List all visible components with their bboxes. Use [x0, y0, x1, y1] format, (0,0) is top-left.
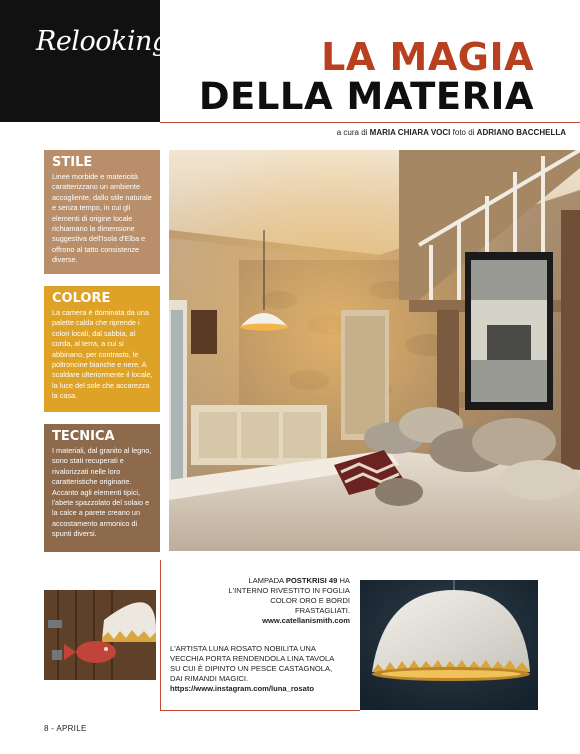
header-rule — [160, 122, 580, 123]
bedroom-photo — [169, 150, 580, 551]
stile-box-text: Linee morbide e matericità caratterizzano un ambiente accogliente, dallo stile naturale e senza tempo, in cui gli elementi di origine locale richiamano la dimensione suggestiva dell'Isola d'Elba e offrono al tatto consistenze diverse. — [52, 172, 152, 265]
lamp-product-name: POSTKRISI 49 — [285, 576, 338, 585]
lamp-caption-text: HA L'INTERNO RIVESTITO IN FOGLIA COLOR ORO E BORDI FRASTAGLIATI. — [228, 576, 350, 615]
postkrisi-lamp-photo — [360, 580, 538, 710]
stile-box-title: STILE — [52, 155, 93, 170]
article-title-line1: LA MAGIA — [321, 35, 534, 79]
page-folio: 8 - APRILE — [44, 724, 87, 733]
section-tag: Relooking — [36, 26, 169, 57]
article-credits — [337, 128, 566, 137]
credits-prefix: a cura di — [336, 128, 368, 137]
artist-caption-text: L'ARTISTA LUNA ROSATO NOBILITA UNA VECCHIA PORTA RENDENDOLA LINA TAVOLA SU CUI È DIPINTO UN PESCE CASTAGNOLA, DAI RIMANDI MAGICI. — [170, 644, 334, 683]
lamp-caption-prefix: LAMPADA — [248, 576, 284, 585]
credits-photo-prefix: foto di — [452, 128, 475, 137]
tecnica-box-text: I materiali, dal granito al legno, sono stati recuperati e rivalorizzati nelle loro caratteristiche originarie. Accanto agli elementi tipici, l'abete spazzolato del solaio e la calce a parete creano un accostamento armonico di spunti diversi. — [52, 446, 152, 539]
tecnica-box — [44, 424, 160, 552]
artist-caption — [170, 644, 346, 694]
credits-author: MARIA CHIARA VOCI — [369, 128, 451, 137]
caption-bottom-rule — [160, 710, 360, 711]
colore-box-text: La camera è dominata da una palette calda che riprende i colori locali, dal sabbia, al corda, al terra, a cui si abbinano, per contrasto, le poltroncine bianche e nere. A scaldare ulteriormente il locale, la luce del sole che accarezza la casa. — [52, 308, 153, 401]
painted-door-photo — [44, 590, 156, 680]
artist-instagram-link[interactable]: https://www.instagram.com/luna_rosato — [170, 684, 315, 693]
caption-vertical-rule — [160, 560, 161, 710]
credits-photographer: ADRIANO BACCHELLA — [476, 128, 566, 137]
stile-box — [44, 150, 160, 274]
article-title-line2: DELLA MATERIA — [198, 75, 534, 118]
tecnica-box-title: TECNICA — [52, 429, 115, 444]
lamp-caption — [214, 576, 350, 626]
colore-box — [44, 286, 160, 412]
lamp-website-link[interactable]: www.catellanismith.com — [262, 616, 350, 625]
section-header-block — [0, 0, 169, 122]
colore-box-title: COLORE — [52, 291, 111, 306]
